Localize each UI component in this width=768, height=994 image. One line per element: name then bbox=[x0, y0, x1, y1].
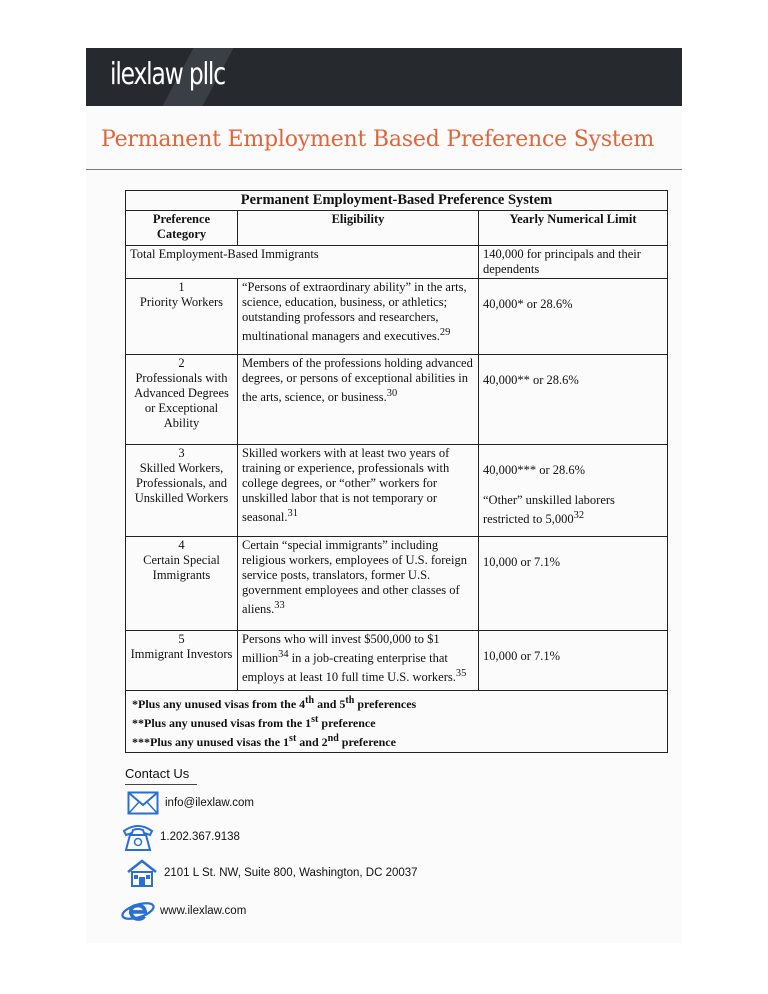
note-sup: st bbox=[289, 733, 297, 744]
table-row bbox=[126, 355, 668, 445]
limit-cell bbox=[479, 355, 668, 445]
eligibility-cell bbox=[238, 631, 479, 691]
footnote-ref: 31 bbox=[287, 508, 298, 519]
category-number: 5 bbox=[178, 632, 185, 646]
table-row bbox=[126, 445, 668, 537]
eligibility-cell bbox=[238, 537, 479, 631]
category-cell bbox=[126, 355, 238, 445]
eligibility-cell bbox=[238, 279, 479, 355]
eligibility-text-cont: in a job-creating enterprise that employs at least 10 full time U.S. workers. bbox=[242, 651, 456, 685]
eligibility-cell bbox=[238, 445, 479, 537]
note-sup: nd bbox=[327, 733, 339, 744]
category-number: 2 bbox=[178, 356, 185, 370]
category-number: 4 bbox=[178, 538, 185, 552]
phone-number[interactable]: 1.202.367.9138 bbox=[160, 831, 240, 843]
table-notes-row bbox=[126, 691, 668, 753]
limit-text: 10,000 or 7.1% bbox=[483, 555, 561, 569]
limit-text: 10,000 or 7.1% bbox=[483, 649, 561, 663]
header-eligibility: Eligibility bbox=[238, 211, 479, 246]
limit-cell bbox=[479, 445, 668, 537]
note-text: **Plus any unused visas from the 1 bbox=[132, 716, 312, 730]
envelope-icon bbox=[125, 788, 161, 818]
note-line bbox=[132, 693, 661, 712]
limit-text: 40,000** or 28.6% bbox=[483, 373, 579, 387]
limit-note bbox=[483, 493, 663, 527]
footnote-ref: 30 bbox=[386, 388, 398, 399]
notes-cell bbox=[126, 691, 668, 753]
footnote-ref: 29 bbox=[439, 327, 451, 338]
website-link[interactable]: www.ilexlaw.com bbox=[160, 905, 247, 917]
table-row bbox=[126, 537, 668, 631]
email-link[interactable]: info@ilexlaw.com bbox=[165, 797, 255, 809]
category-name: Skilled Workers, Professionals, and Unskilled Workers bbox=[134, 461, 229, 505]
category-name: Professionals with Advanced Degrees or Exceptional Ability bbox=[134, 371, 229, 430]
footnote-ref: 33 bbox=[274, 600, 285, 611]
footnote-ref: 32 bbox=[573, 510, 585, 521]
contact-address bbox=[124, 858, 418, 888]
note-sup: th bbox=[345, 695, 355, 706]
table-row bbox=[126, 279, 668, 355]
note-text: preferences bbox=[354, 697, 417, 711]
total-label: Total Employment-Based Immigrants bbox=[126, 246, 479, 279]
preference-table bbox=[125, 190, 668, 753]
category-number: 1 bbox=[178, 280, 185, 294]
eligibility-cell bbox=[238, 355, 479, 445]
brand-logo: ilexlaw pllc bbox=[110, 57, 225, 92]
category-name: Certain Special Immigrants bbox=[143, 553, 220, 582]
note-text: and 2 bbox=[296, 735, 328, 749]
category-cell bbox=[126, 537, 238, 631]
contact-phone[interactable] bbox=[120, 822, 240, 852]
note-sup: th bbox=[305, 695, 315, 706]
title-divider bbox=[86, 169, 682, 170]
note-text: *Plus any unused visas from the 4 bbox=[132, 697, 306, 711]
house-icon bbox=[124, 858, 160, 888]
limit-text: 40,000* or 28.6% bbox=[483, 297, 573, 311]
eligibility-text: Members of the professions holding advanced degrees, or persons of exceptional abilities in the arts, science, or business. bbox=[242, 356, 473, 405]
category-cell bbox=[126, 445, 238, 537]
eligibility-text: “Persons of extraordinary ability” in the arts, science, education, business, or athletics; outstanding professors and researchers, multinational managers and executives. bbox=[242, 280, 467, 344]
limit-cell bbox=[479, 631, 668, 691]
header-category: Preference Category bbox=[126, 211, 238, 246]
category-number: 3 bbox=[178, 446, 185, 460]
limit-cell bbox=[479, 537, 668, 631]
table-row-total bbox=[126, 246, 668, 279]
category-name: Immigrant Investors bbox=[130, 647, 233, 661]
category-name: Priority Workers bbox=[139, 295, 224, 309]
browser-e-icon bbox=[120, 896, 156, 926]
category-cell bbox=[126, 631, 238, 691]
eligibility-text: Certain “special immigrants” including religious workers, employees of U.S. foreign service posts, translators, former U.S. government employees and other classes of aliens. bbox=[242, 538, 467, 617]
eligibility-text: Skilled workers with at least two years of training or experience, professionals with college degrees, or “other” workers for unskilled labor that is not temporary or seasonal. bbox=[242, 446, 450, 525]
note-line bbox=[132, 731, 661, 750]
total-limit: 140,000 for principals and their dependents bbox=[479, 246, 668, 279]
limit-cell bbox=[479, 279, 668, 355]
header-limit: Yearly Numerical Limit bbox=[479, 211, 668, 246]
eligibility-text: Persons who will invest $500,000 to $1 million bbox=[242, 632, 440, 666]
phone-icon bbox=[120, 822, 156, 852]
contact-underline bbox=[125, 784, 197, 785]
limit-note-text: “Other” unskilled laborers restricted to 5,000 bbox=[483, 493, 615, 527]
limit-text: 40,000*** or 28.6% bbox=[483, 463, 586, 477]
table-title: Permanent Employment-Based Preference System bbox=[126, 191, 668, 211]
note-text: ***Plus any unused visas the 1 bbox=[132, 735, 290, 749]
note-text: and 5 bbox=[314, 697, 346, 711]
table-row bbox=[126, 631, 668, 691]
contact-website[interactable] bbox=[120, 896, 246, 926]
page-title: Permanent Employment Based Preference System bbox=[101, 127, 655, 152]
note-text: preference bbox=[318, 716, 376, 730]
footnote-ref: 34 bbox=[278, 649, 289, 660]
note-text: preference bbox=[338, 735, 396, 749]
contact-heading: Contact Us bbox=[125, 766, 190, 781]
note-line bbox=[132, 712, 661, 731]
category-cell bbox=[126, 279, 238, 355]
note-sup: st bbox=[311, 714, 319, 725]
contact-email[interactable] bbox=[125, 788, 254, 818]
footnote-ref: 35 bbox=[455, 668, 467, 680]
address-text: 2101 L St. NW, Suite 800, Washington, DC 20037 bbox=[164, 867, 418, 879]
